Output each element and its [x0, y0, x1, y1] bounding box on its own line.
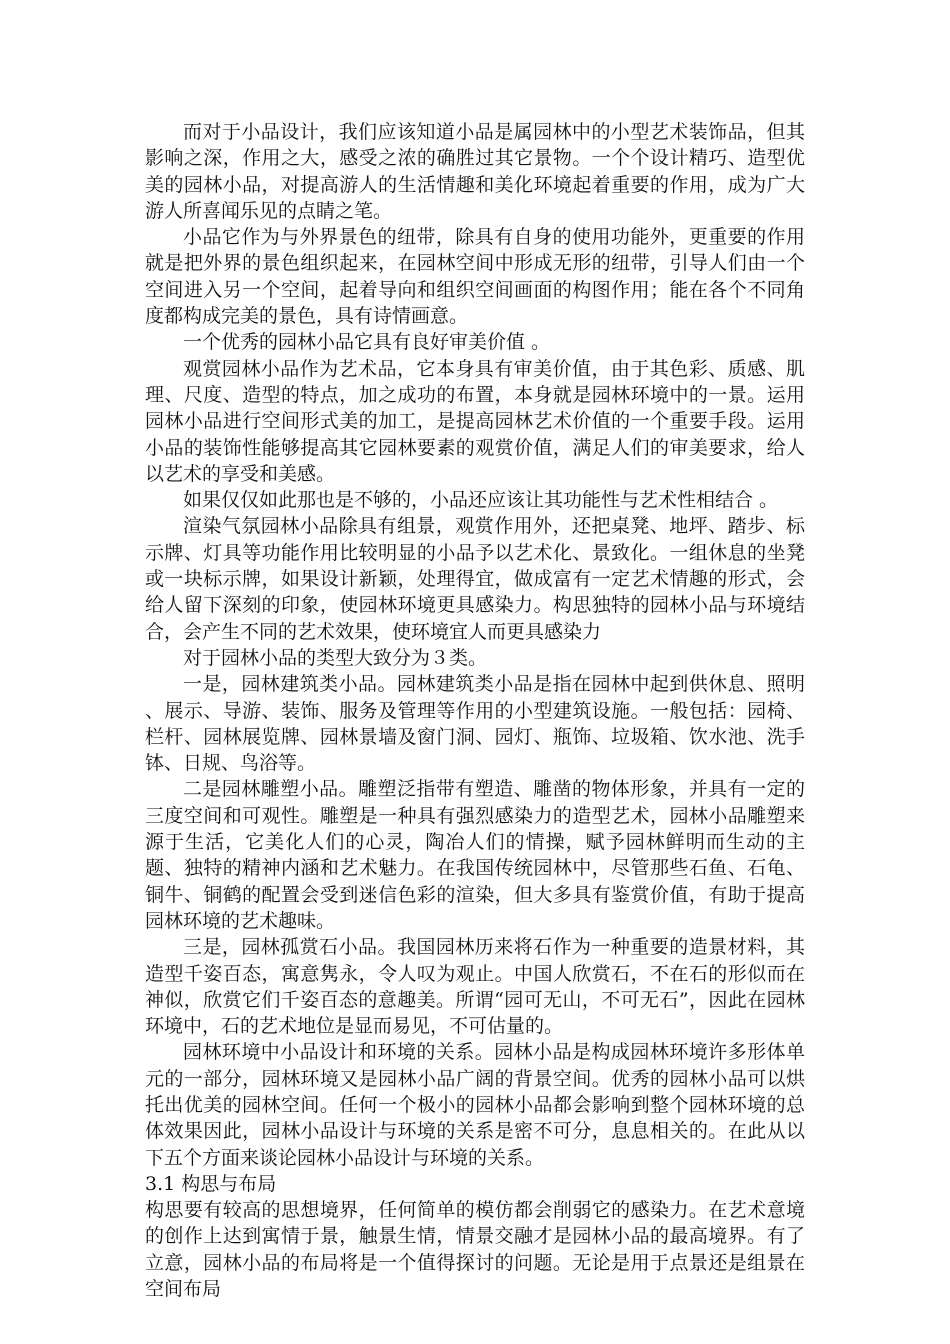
- paragraph-atmosphere: 渲染气氛园林小品除具有组景，观赏作用外，还把桌凳、地坪、踏步、标示牌、灯具等功能作用比较明显的小品予以艺术化、景致化。一组休息的坐凳或一块标示牌，如果设计新颖，处理得宜，做成富有一定艺术情趣的形式，会给人留下深刻的印象，使园林环境更具感染力。构思独特的园林小品与环境结合，会产生不同的艺术效果，使环境宜人而更具感染力: [145, 515, 805, 643]
- paragraph-ornamental: 观赏园林小品作为艺术品，它本身具有审美价值，由于其色彩、质感、肌理、尺度、造型的特点，加之成功的布置，本身就是园林环境中的一景。运用园林小品进行空间形式美的加工，是提高园林艺术价值的一个重要手段。运用小品的装饰性能够提高其它园林要素的观赏价值，满足人们的审美要求，给人以艺术的享受和美感。: [145, 357, 805, 485]
- document-body: [145, 119, 805, 1302]
- paragraph-environment-relation: 园林环境中小品设计和环境的关系。园林小品是构成园林环境许多形体单元的一部分，园林环境又是园林小品广阔的背景空间。优秀的园林小品可以烘托出优美的园林空间。任何一个极小的园林小品都会影响到整个园林环境的总体效果因此，园林小品设计与环境的关系是密不可分，息息相关的。在此从以下五个方面来谈论园林小品设计与环境的关系。: [145, 1041, 805, 1169]
- section-heading: 3.1 构思与布局: [145, 1172, 277, 1195]
- paragraph-type-stone: 三是，园林孤赏石小品。我国园林历来将石作为一种重要的造景材料，其造型千姿百态，寓意隽永，令人叹为观止。中国人欣赏石，不在石的形似而在神似，欣赏它们千姿百态的意趣美。所谓“园可无山，不可无石”，因此在园林环境中，石的艺术地位是显而易见，不可估量的。: [145, 936, 805, 1038]
- paragraph-type-sculpture: 二是园林雕塑小品。雕塑泛指带有塑造、雕凿的物体形象，并具有一定的三度空间和可观性。雕塑是一种具有强烈感染力的造型艺术，园林小品雕塑来源于生活，它美化人们的心灵，陶冶人们的情操，赋予园林鲜明而生动的主题、独特的精神内涵和艺术魅力。在我国传统园林中，尽管那些石鱼、石龟、铜牛、铜鹤的配置会受到迷信色彩的渲染，但大多具有鉴赏价值，有助于提高园林环境的艺术趣味。: [145, 778, 805, 932]
- paragraph-types-intro: 对于园林小品的类型大致分为３类。: [183, 646, 488, 669]
- paragraph-aesthetic-value: 一个优秀的园林小品它具有良好审美价值 。: [183, 331, 551, 354]
- paragraph-small-feature-design: 而对于小品设计，我们应该知道小品是属园林中的小型艺术装饰品，但其影响之深，作用之大，感受之浓的确胜过其它景物。一个个设计精巧、造型优美的园林小品，对提高游人的生活情趣和美化环境起着重要的作用，成为广大游人所喜闻乐见的点睛之笔。: [145, 121, 805, 222]
- paragraph-function-art: 如果仅仅如此那也是不够的，小品还应该让其功能性与艺术性相结合 。: [183, 489, 779, 512]
- paragraph-link-role: 小品它作为与外界景色的纽带，除具有自身的使用功能外，更重要的作用就是把外界的景色组织起来，在园林空间中形成无形的纽带，引导人们由一个空间进入另一个空间，起着导向和组织空间画面的构图作用；能在各个不同角度都构成完美的景色，具有诗情画意。: [145, 226, 805, 328]
- paragraph-concept-layout: 构思要有较高的思想境界，任何简单的模仿都会削弱它的感染力。在艺术意境的创作上达到寓情于景，触景生情，情景交融才是园林小品的最高境界。有了立意，园林小品的布局将是一个值得探讨的问题。无论是用于点景还是组景在空间布局: [145, 1199, 805, 1301]
- paragraph-type-architecture: 一是，园林建筑类小品。园林建筑类小品是指在园林中起到供休息、照明 、展示、导游、装饰、服务及管理等作用的小型建筑设施。一般包括：园椅、栏杆、园林展览牌、园林景墙及窗门洞、园灯、瓶饰、垃圾箱、饮水池、洗手钵、日规、鸟浴等。: [145, 673, 805, 775]
